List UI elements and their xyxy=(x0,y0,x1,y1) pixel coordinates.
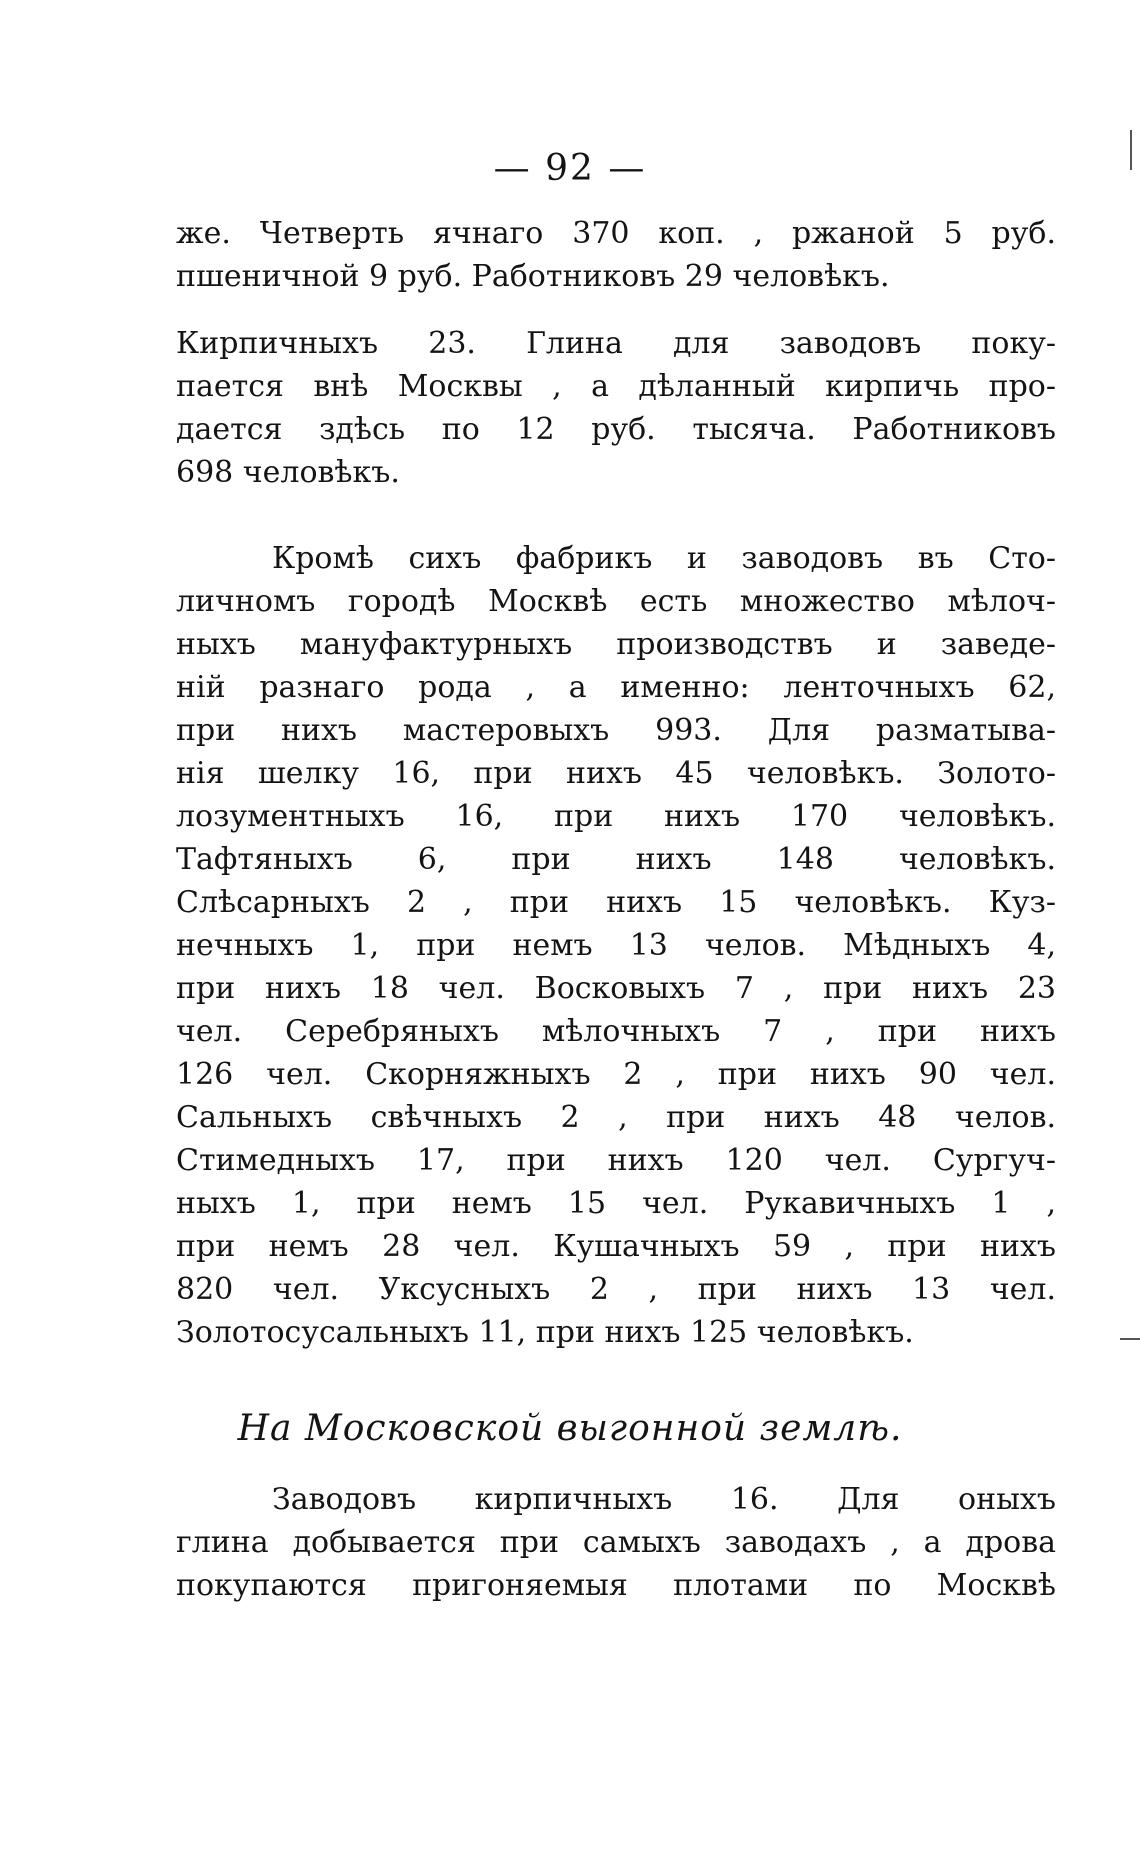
text-line: Заводовъ кирпичныхъ 16. Для оныхъ xyxy=(272,1482,1056,1517)
text-line: Кирпичныхъ 23. Глина для заводовъ поку- xyxy=(176,326,1056,361)
text-line: при немъ 28 чел. Кушачныхъ 59 , при нихъ xyxy=(176,1229,1056,1264)
text-line: нія шелку 16, при нихъ 45 человѣкъ. Золото- xyxy=(176,756,1056,791)
paragraph-4 xyxy=(176,1478,1056,1607)
text-line: 820 чел. Уксусныхъ 2 , при нихъ 13 чел. xyxy=(176,1272,1056,1307)
section-heading: На Московской выгонной землѣ. xyxy=(237,1408,903,1449)
text-line: 126 чел. Скорняжныхъ 2 , при нихъ 90 чел. xyxy=(176,1057,1056,1092)
text-line: чел. Серебряныхъ мѣлочныхъ 7 , при нихъ xyxy=(176,1014,1056,1049)
scan-edge-mark xyxy=(1120,1338,1140,1340)
text-line: при нихъ 18 чел. Восковыхъ 7 , при нихъ 23 xyxy=(176,971,1056,1006)
page-number: — 92 — xyxy=(493,148,647,189)
text-line: нечныхъ 1, при немъ 13 челов. Мѣдныхъ 4, xyxy=(176,928,1056,963)
paragraph-1 xyxy=(176,212,1056,298)
text-line: личномъ городѣ Москвѣ есть множество мѣлоч- xyxy=(176,584,1056,619)
text-line: 698 человѣкъ. xyxy=(176,455,400,490)
paragraph-2 xyxy=(176,322,1056,494)
text-line: Кромѣ сихъ фабрикъ и заводовъ въ Сто- xyxy=(272,541,1056,576)
text-line: Сальныхъ свѣчныхъ 2 , при нихъ 48 челов. xyxy=(176,1100,1056,1135)
text-line: Тафтяныхъ 6, при нихъ 148 человѣкъ. xyxy=(176,842,1056,877)
text-line: глина добывается при самыхъ заводахъ , а дрова xyxy=(176,1525,1056,1560)
text-line: Золотосусальныхъ 11, при нихъ 125 человѣкъ. xyxy=(176,1315,914,1350)
text-line: ній разнаго рода , а именно: ленточныхъ 62, xyxy=(176,670,1056,705)
text-line: лозументныхъ 16, при нихъ 170 человѣкъ. xyxy=(176,799,1056,834)
text-line: ныхъ мануфактурныхъ производствъ и заведе- xyxy=(176,627,1056,662)
text-line: пшеничной 9 руб. Работниковъ 29 человѣкъ. xyxy=(176,259,890,294)
text-line: при нихъ мастеровыхъ 993. Для разматыва- xyxy=(176,713,1056,748)
text-line: Стимедныхъ 17, при нихъ 120 чел. Сургуч- xyxy=(176,1143,1056,1178)
text-line: ныхъ 1, при немъ 15 чел. Рукавичныхъ 1 , xyxy=(176,1186,1056,1221)
text-line: дается здѣсь по 12 руб. тысяча. Работниковъ xyxy=(176,412,1056,447)
scan-edge-mark xyxy=(1130,130,1132,170)
text-line: Слѣсарныхъ 2 , при нихъ 15 человѣкъ. Куз- xyxy=(176,885,1056,920)
paragraph-3 xyxy=(176,537,1056,1354)
text-line: пается внѣ Москвы , а дѣланный кирпичь про- xyxy=(176,369,1056,404)
text-line: же. Четверть ячнаго 370 коп. , ржаной 5 руб. xyxy=(176,216,1056,251)
text-line: покупаются пригоняемыя плотами по Москвѣ xyxy=(176,1568,1056,1603)
